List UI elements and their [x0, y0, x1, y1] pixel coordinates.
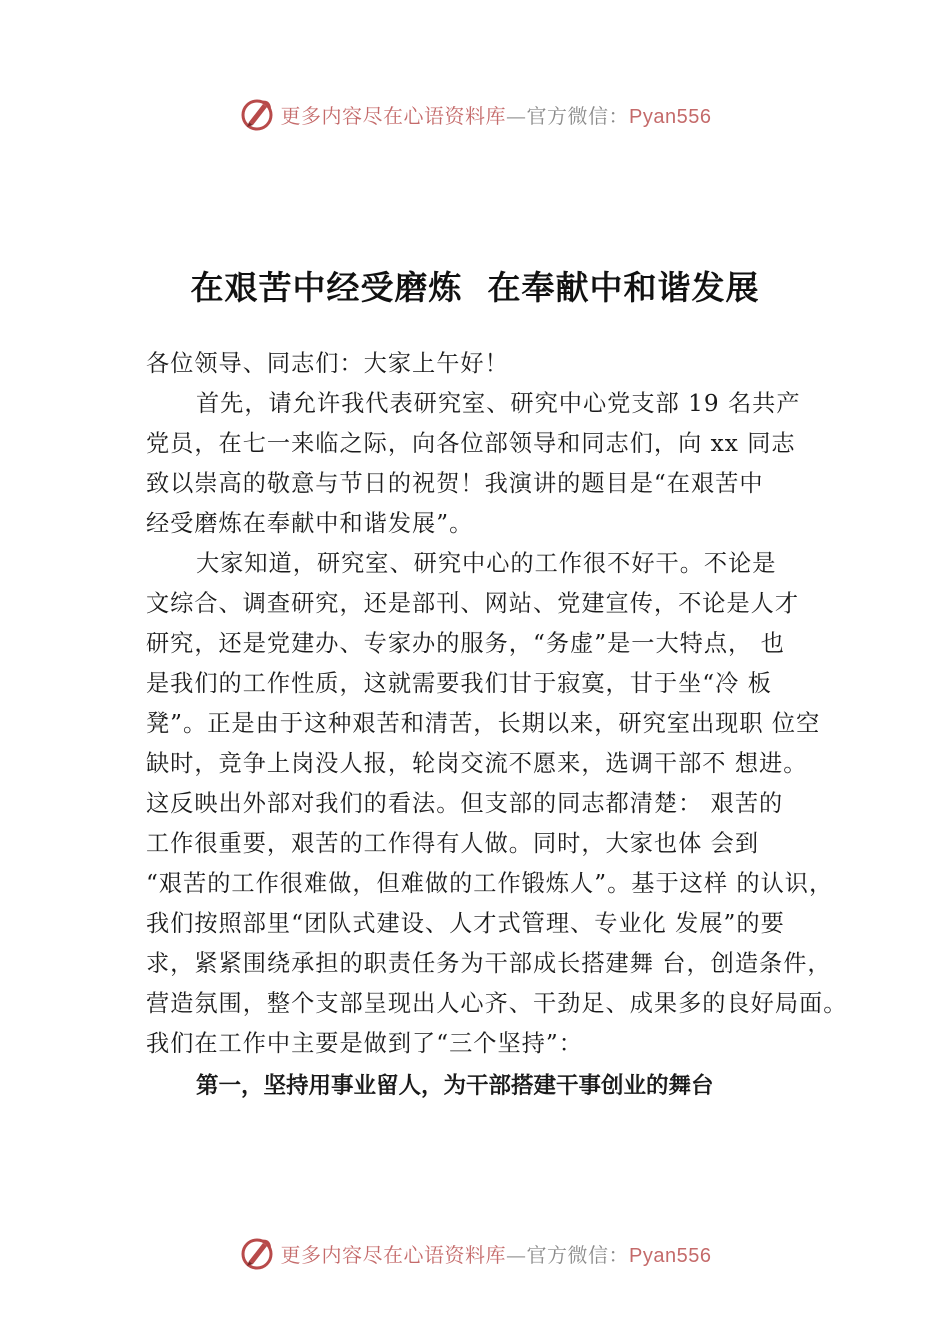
paragraph-line: 缺时，竞争上岗没人报，轮岗交流不愿来，选调干部不 想进。	[146, 750, 808, 777]
paragraph-line: “艰苦的工作很难做，但难做的工作锻炼人”。基于这样 的认识，	[146, 870, 834, 897]
footer-banner	[0, 1233, 950, 1273]
paragraph-line: 党员，在七一来临之际，向各位部领导和同志们，向 xx 同志	[146, 430, 796, 457]
banner-wechat-label: 官方微信：	[526, 1242, 630, 1267]
paragraph-line: 大家知道，研究室、研究中心的工作很不好干。不论是	[196, 550, 777, 577]
document-title: 在艰苦中经受磨炼 在奉献中和谐发展	[190, 268, 760, 307]
paragraph-line: 凳”。正是由于这种艰苦和清苦，长期以来，研究室出现职 位空	[146, 710, 821, 737]
banner-source: 更多内容尽在心语资料库	[280, 103, 507, 128]
pen-logo-icon	[239, 1235, 275, 1271]
banner-separator: —	[506, 103, 527, 128]
paragraph-line: 是我们的工作性质，这就需要我们甘于寂寞，甘于坐“冷 板	[146, 670, 772, 697]
paragraph-line: 工作很重要，艰苦的工作得有人做。同时，大家也体 会到	[146, 830, 760, 857]
salutation: 各位领导、同志们：大家上午好！	[146, 350, 509, 377]
banner-source: 更多内容尽在心语资料库	[280, 1242, 507, 1267]
banner-text	[281, 100, 712, 129]
document-body	[146, 344, 846, 1106]
section-heading: 第一，坚持用事业留人，为干部搭建干事创业的舞台	[196, 1073, 714, 1099]
paragraph-line: 求，紧紧围绕承担的职责任务为干部成长搭建舞 台，创造条件，	[146, 950, 832, 977]
banner-text	[281, 1239, 712, 1268]
pen-logo-icon	[239, 96, 275, 132]
paragraph-line: 我们按照部里“团队式建设、人才式管理、专业化 发展”的要	[146, 910, 785, 937]
paragraph-line: 营造氛围，整个支部呈现出人心齐、干劲足、成果多的良好局面。	[146, 990, 848, 1017]
banner-separator: —	[506, 1242, 527, 1267]
paragraph-line: 首先，请允许我代表研究室、研究中心党支部 19 名共产	[196, 390, 801, 417]
paragraph-line: 文综合、调查研究，还是部刊、网站、党建宣传，不论是人才	[146, 590, 800, 617]
paragraph-line: 我们在工作中主要是做到了“三个坚持”：	[146, 1030, 583, 1057]
paragraph-line: 研究，还是党建办、专家办的服务，“务虚”是一大特点， 也	[146, 630, 785, 657]
header-banner	[0, 94, 950, 134]
banner-wechat-id: Pyan556	[629, 1244, 712, 1267]
banner-wechat-id: Pyan556	[629, 105, 712, 128]
paragraph-line: 经受磨炼在奉献中和谐发展”。	[146, 510, 474, 537]
paragraph-line: 致以崇高的敬意与节日的祝贺！我演讲的题目是“在艰苦中	[146, 470, 764, 497]
banner-wechat-label: 官方微信：	[526, 103, 630, 128]
paragraph-line: 这反映出外部对我们的看法。但支部的同志都清楚： 艰苦的	[146, 790, 784, 817]
